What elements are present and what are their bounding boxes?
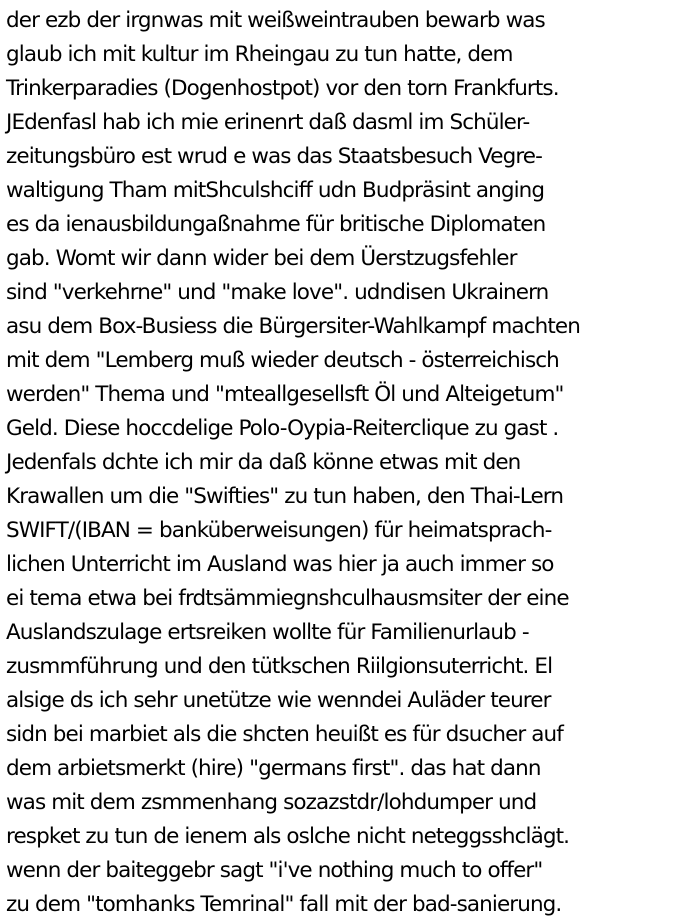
text-line: Auslandszulage ertsreiken wollte für Familienurlaub - — [6, 620, 529, 645]
text-line: zeitungsbüro est wrud e was das Staatsbesuch Vegre- — [6, 144, 542, 169]
text-line: ei tema etwa bei frdtsämmiegnshculhausmsiter der eine — [6, 586, 569, 611]
text-line: der ezb der irgnwas mit weißweintrauben bewarb was — [6, 8, 545, 33]
text-line: gab. Womt wir dann wider bei dem Üerstzugsfehler — [6, 246, 517, 271]
text-line: werden" Thema und "mteallgesellsft Öl und Alteigetum" — [6, 382, 564, 407]
text-line: sidn bei marbiet als die shcten heuißt es für dsucher auf — [6, 722, 563, 747]
text-line: Trinkerparadies (Dogenhostpot) vor den torn Frankfurts. — [6, 76, 559, 101]
text-line: respket zu tun de ienem als oslche nicht neteggsshclägt. — [6, 824, 570, 849]
text-line: mit dem "Lemberg muß wieder deutsch - österreichisch — [6, 348, 559, 373]
text-line: zusmmführung und den tütkschen Riilgionsuterricht. El — [6, 654, 553, 679]
text-line: es da ienausbildungaßnahme für britische Diplomaten — [6, 212, 546, 237]
text-line: asu dem Box-Busiess die Bürgersiter-Wahlkampf machten — [6, 314, 580, 339]
text-line: alsige ds ich sehr unetütze wie wenndei Auläder teurer — [6, 688, 551, 713]
text-line: waltigung Tham mitShculshciff udn Budpräsint anging — [6, 178, 545, 203]
text-line: zu dem "tomhanks Temrinal" fall mit der bad-sanierung. — [6, 892, 562, 917]
text-line: Krawallen um die "Swifties" zu tun haben, den Thai-Lern — [6, 484, 564, 509]
text-line: Jedenfals dchte ich mir da daß könne etwas mit den — [6, 450, 521, 475]
text-line: dem arbietsmerkt (hire) "germans first". das hat dann — [6, 756, 541, 781]
document-text-block — [6, 4, 682, 922]
text-line: glaub ich mit kultur im Rheingau zu tun hatte, dem — [6, 42, 513, 67]
text-line: SWIFT/(IBAN = banküberweisungen) für heimatsprach- — [6, 518, 552, 543]
text-line: JEdenfasl hab ich mie erinenrt daß dasml im Schüler- — [6, 110, 530, 135]
text-line: wenn der baiteggebr sagt "i've nothing much to offer" — [6, 858, 543, 883]
text-line: Geld. Diese hoccdelige Polo-Oypia-Reiterclique zu gast . — [6, 416, 559, 441]
text-line: sind "verkehrne" und "make love". udndisen Ukrainern — [6, 280, 549, 305]
text-line: lichen Unterricht im Ausland was hier ja auch immer so — [6, 552, 554, 577]
text-line: was mit dem zsmmenhang sozazstdr/lohdumper und — [6, 790, 537, 815]
